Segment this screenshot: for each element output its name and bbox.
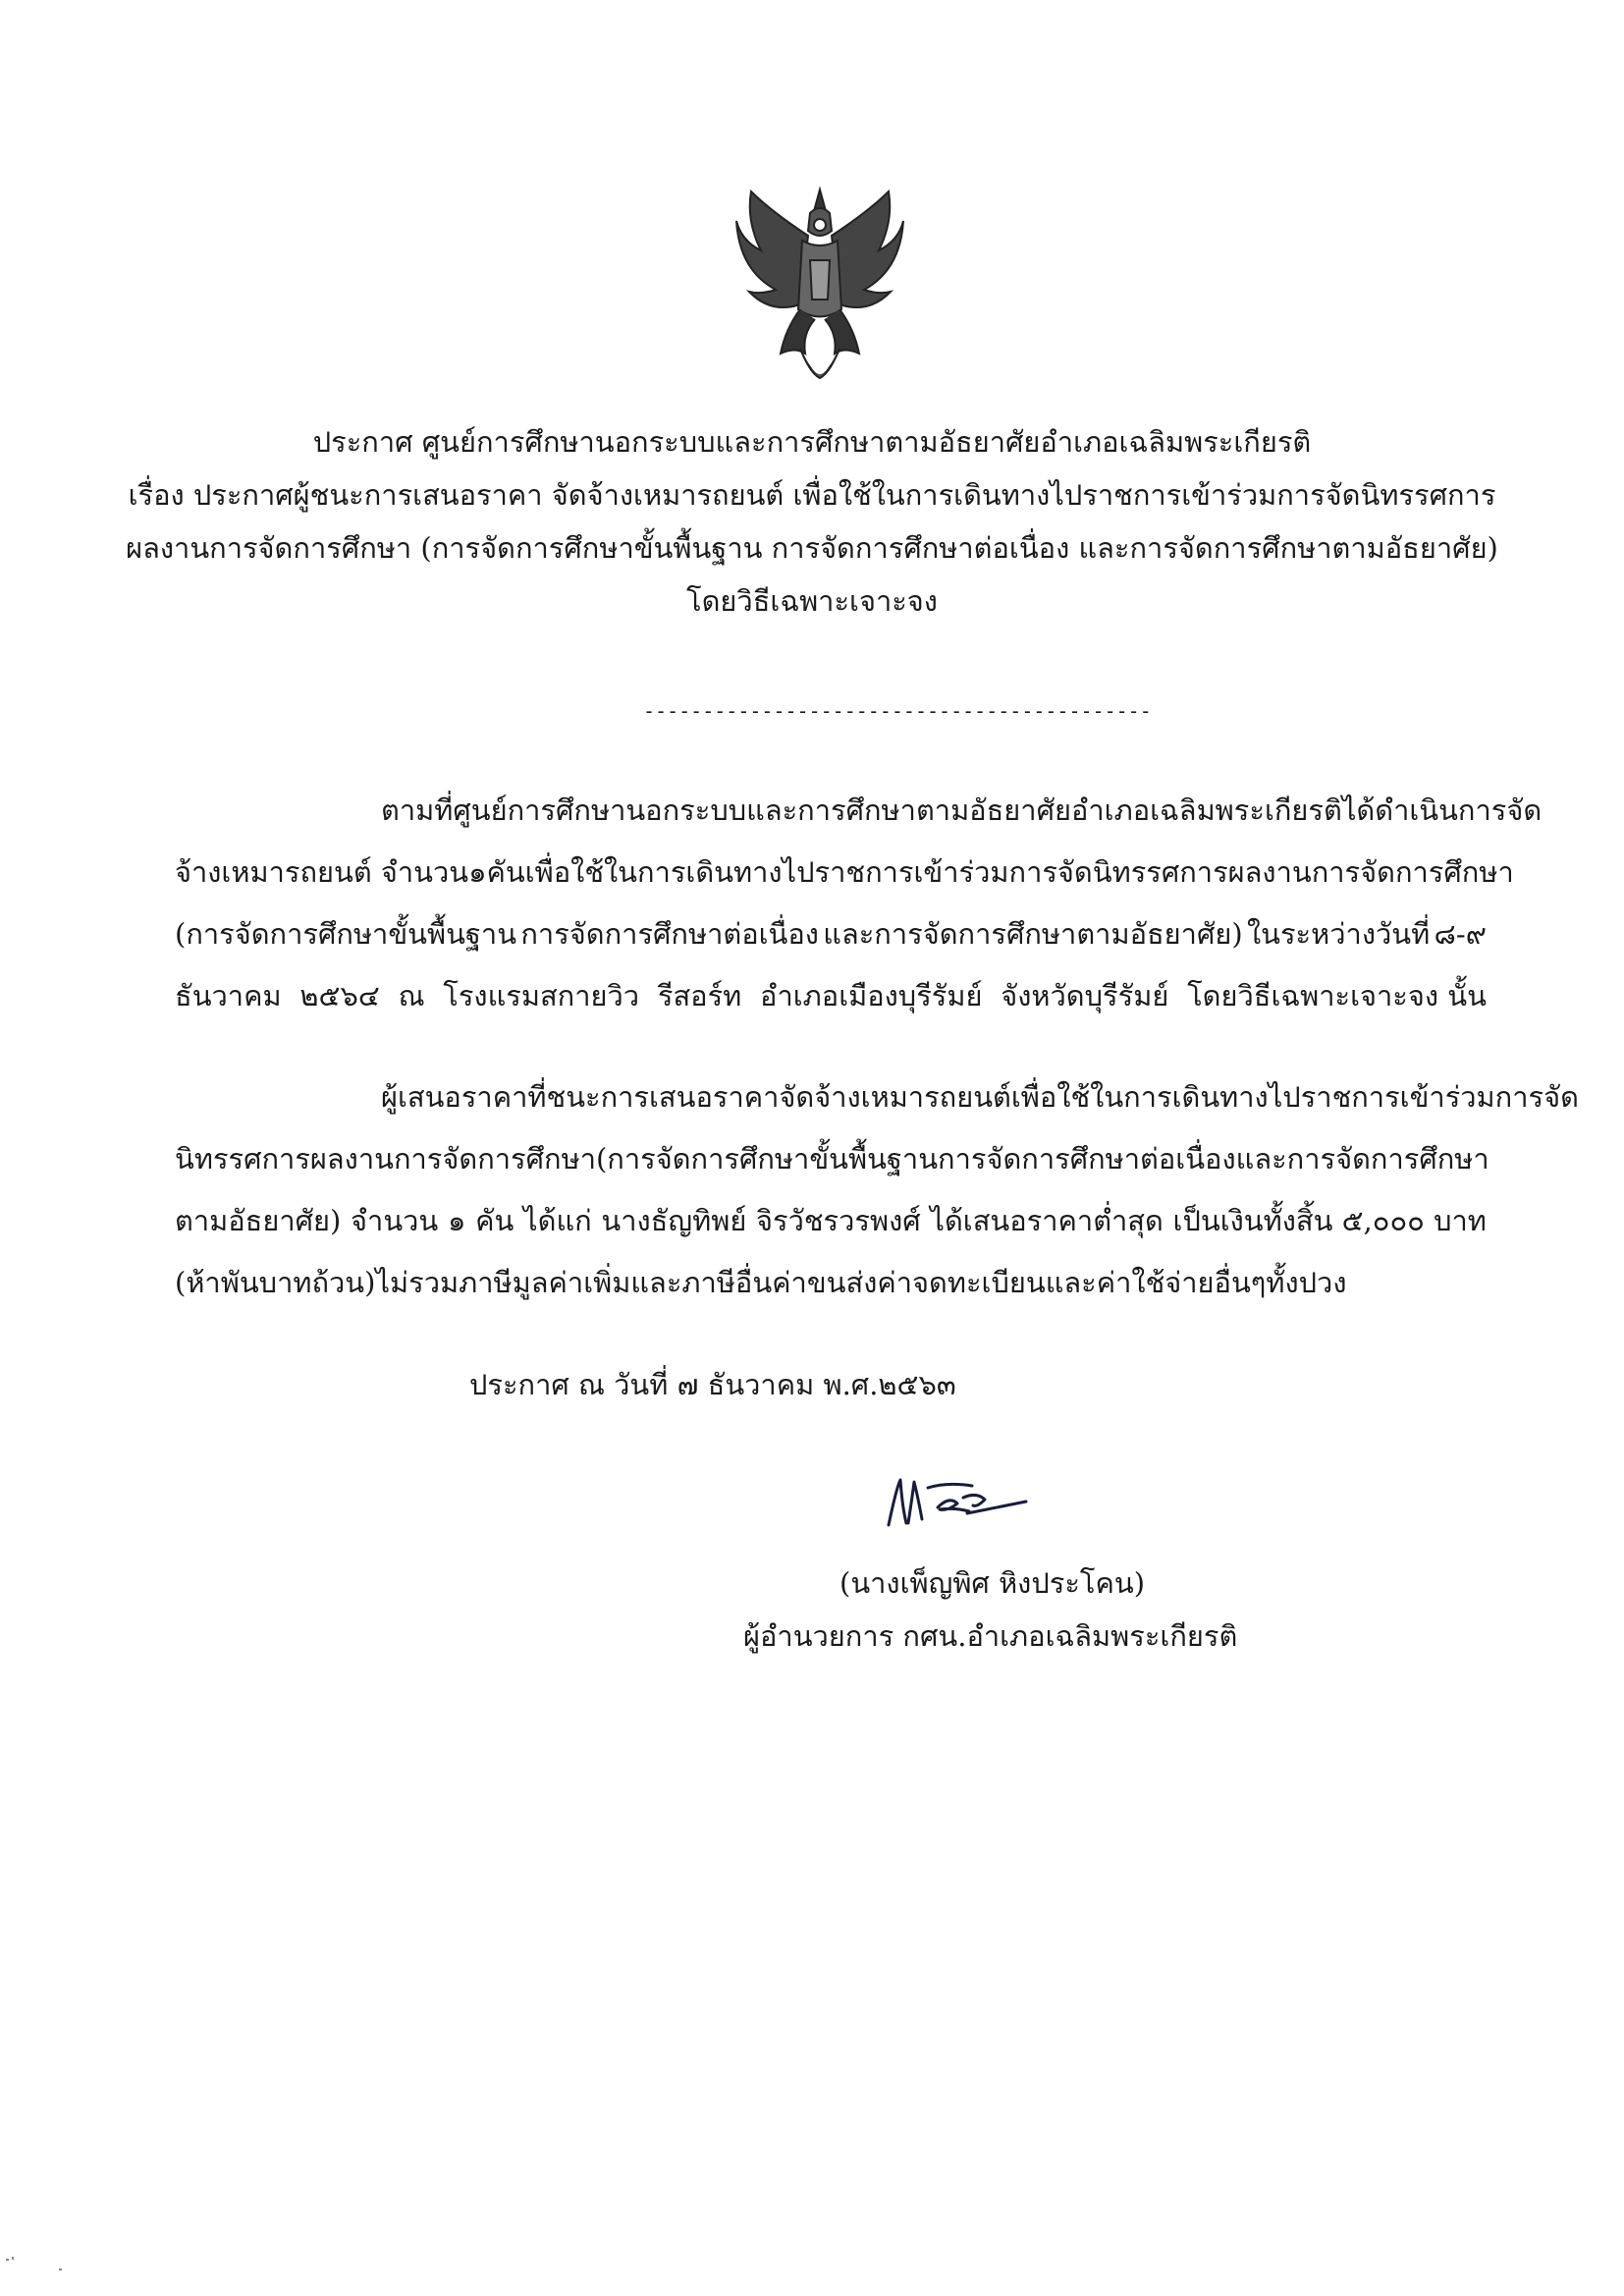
- text-run: (ห้าพันบาทถ้วน): [175, 1266, 376, 1299]
- subject-line-1: เรื่อง ประกาศผู้ชนะการเสนอราคา จัดจ้างเหมารถยนต์ เพื่อใช้ในการเดินทางไปราชการเข้าร่วมการจัดนิทรรศการ: [128, 478, 1496, 512]
- text-run: โดยวิธีเฉพาะเจาะจง นั้น: [1187, 979, 1487, 1012]
- text-run: นิทรรศการผลงานการจัดการศึกษา: [175, 1142, 596, 1175]
- announcement-date: ประกาศ ณ วันที่ ๗ ธันวาคม พ.ศ.๒๕๖๓: [469, 1368, 956, 1401]
- paragraph-1-line-2: [175, 852, 1514, 892]
- text-run: ๘-๙: [1434, 917, 1487, 951]
- signatory-name: (นางเพ็ญพิศ หิงประโคน): [839, 1566, 1146, 1600]
- text-run: เพื่อใช้ในการเดินทางไปราชการเข้าร่วมการจัดนิทรรศการผลงานการจัดการศึกษา: [524, 855, 1514, 889]
- text-run: ทั้งปวง: [1266, 1266, 1347, 1299]
- scan-specks: [0, 2249, 79, 2288]
- text-run: ได้ดำเนินการจัด: [1341, 793, 1543, 827]
- text-run: การจัดการศึกษาต่อเนื่อง: [938, 1142, 1236, 1175]
- garuda-emblem: [731, 182, 908, 398]
- paragraph-1-line-4: [175, 976, 1487, 1015]
- text-run: ได้เสนอราคาต่ำสุด: [930, 1204, 1164, 1237]
- text-run: (การจัดการศึกษาขั้นพื้นฐาน: [175, 917, 517, 951]
- text-run: ได้แก่: [523, 1204, 592, 1237]
- text-run: และค่าใช้จ่ายอื่นๆ: [1045, 1266, 1267, 1299]
- text-run: และการจัดการศึกษา: [1235, 1142, 1489, 1175]
- paragraph-2-line-1: [381, 1077, 1579, 1117]
- text-run: จ้างเหมารถยนต์ จำนวน: [175, 855, 469, 889]
- text-run: คัน: [486, 855, 525, 889]
- text-run: ๒๕๖๔: [299, 979, 380, 1012]
- announcement-title: ประกาศ ศูนย์การศึกษานอกระบบและการศึกษาตามอัธยาศัยอำเภอเฉลิมพระเกียรติ: [312, 425, 1312, 459]
- paragraph-2-line-4: [175, 1263, 1347, 1302]
- text-run: รีสอร์ท: [657, 979, 742, 1012]
- text-run: เพื่อใช้ในการเดินทางไปราชการเข้าร่วมการจัด: [1010, 1080, 1579, 1114]
- text-run: ผู้เสนอราคาที่ชนะการเสนอราคาจัดจ้างเหมารถยนต์: [381, 1080, 1011, 1114]
- text-run: ๑: [468, 855, 487, 889]
- text-run: ธันวาคม: [175, 979, 282, 1012]
- text-run: การจัดการศึกษาต่อเนื่อง: [520, 917, 819, 951]
- text-run: จิรวัชรวรพงศ์: [756, 1204, 921, 1237]
- handwritten-signature: [879, 1468, 1036, 1537]
- text-run: อำเภอเมืองบุรีรัมย์: [760, 979, 983, 1012]
- text-run: นางธัญทิพย์: [601, 1204, 747, 1237]
- text-run: เป็นเงินทั้งสิ้น ๕,๐๐๐ บาท: [1172, 1204, 1487, 1237]
- text-run: จำนวน: [351, 1204, 439, 1237]
- subject-line-2: ผลงานการจัดการศึกษา (การจัดการศึกษาขั้นพื้นฐาน การจัดการศึกษาต่อเนื่อง และการจัดการศึกษาตามอัธยาศัย): [126, 531, 1498, 565]
- text-run: ไม่รวมภาษีมูลค่าเพิ่มและภาษีอื่นค่าขนส่ง: [375, 1266, 878, 1299]
- text-run: คัน: [475, 1204, 514, 1237]
- text-run: ในระหว่างวันที่: [1247, 917, 1431, 951]
- signatory-position: ผู้อำนวยการ กศน.อำเภอเฉลิมพระเกียรติ: [743, 1619, 1238, 1653]
- header-divider: -------------------------------------------: [643, 699, 1152, 723]
- text-run: โรงแรมสกายวิว: [443, 979, 640, 1012]
- subject-line-3: โดยวิธีเฉพาะเจาะจง: [686, 584, 938, 618]
- text-run: (การจัดการศึกษาขั้นพื้นฐาน: [595, 1142, 939, 1175]
- paragraph-2-line-2: [175, 1139, 1487, 1178]
- text-run: ค่าจดทะเบียน: [877, 1266, 1046, 1299]
- paragraph-1-line-3: [175, 914, 1487, 954]
- paragraph-1-line-1: [381, 791, 1543, 830]
- paragraph-2-line-3: [175, 1201, 1487, 1240]
- text-run: ๑: [447, 1204, 466, 1237]
- text-run: ตามอัธยาศัย): [175, 1204, 342, 1237]
- text-run: และการจัดการศึกษาตามอัธยาศัย): [823, 917, 1243, 951]
- text-run: จังหวัดบุรีรัมย์: [1001, 979, 1169, 1012]
- text-run: ตามที่ศูนย์การศึกษานอกระบบและการศึกษาตามอัธยาศัยอำเภอเฉลิมพระเกียรติ: [381, 793, 1342, 827]
- text-run: ณ: [398, 979, 425, 1012]
